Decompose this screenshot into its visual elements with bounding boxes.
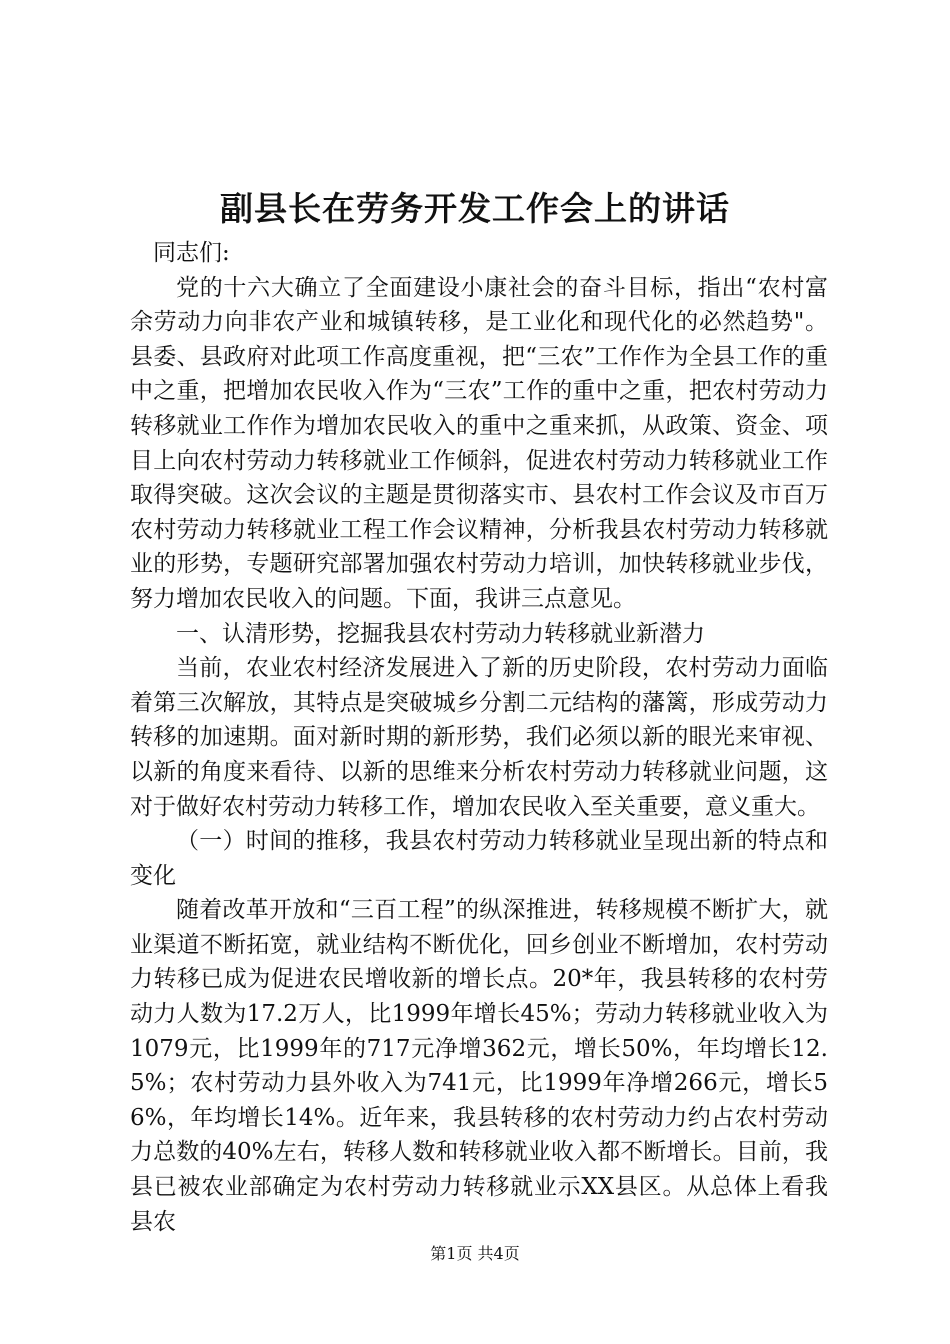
document-title: 副县长在劳务开发工作会上的讲话 (220, 189, 730, 228)
section-heading-1: 一、认清形势，挖掘我县农村劳动力转移就业新潜力 (176, 620, 705, 647)
paragraph-situation: 当前，农业农村经济发展进入了新的历史阶段，农村劳动力面临着第三次解放，其特点是突破城乡分割二元结构的藩篱，形成劳动力转移的加速期。面对新时期的新形势，我们必须以新的眼光来审视、以新的角度来看待、以新的思维来分析农村劳动力转移就业问题，这对于做好农村劳动力转移工作，增加农民收入至关重要，意义重大。 (130, 655, 828, 820)
subsection-heading-1: （一）时间的推移，我县农村劳动力转移就业呈现出新的特点和变化 (130, 828, 828, 889)
document-body (130, 236, 828, 1239)
paragraph-statistics: 随着改革开放和“三百工程”的纵深推进，转移规模不断扩大，就业渠道不断拓宽，就业结构不断优化，回乡创业不断增加，农村劳动力转移已成为促进农民增收新的增长点。20*年，我县转移的农村劳动力人数为17.2万人，比1999年增长45%；劳动力转移就业收入为1079元，比1999年的717元净增362元，增长50%，年均增长12.5%；农村劳动力县外收入为741元，比1999年净增266元，增长56%，年均增长14%。近年来，我县转移的农村劳动力约占农村劳动力总数的40%左右，转移人数和转移就业收入都不断增长。目前，我县已被农业部确定为农村劳动力转移就业示XX县区。从总体上看我县农 (130, 897, 828, 1235)
salutation: 同志们: (153, 240, 230, 266)
page-footer: 第1页 共4页 (430, 1244, 520, 1263)
paragraph-intro: 党的十六大确立了全面建设小康社会的奋斗目标，指出“农村富余劳动力向非农产业和城镇转移，是工业化和现代化的必然趋势"。县委、县政府对此项工作高度重视，把“三农”工作作为全县工作的重中之重，把增加农民收入作为“三农”工作的重中之重，把农村劳动力转移就业工作作为增加农民收入的重中之重来抓，从政策、资金、项目上向农村劳动力转移就业工作倾斜，促进农村劳动力转移就业工作取得突破。这次会议的主题是贯彻落实市、县农村工作会议及市百万农村劳动力转移就业工程工作会议精神，分析我县农村劳动力转移就业的形势，专题研究部署加强农村劳动力培训，加快转移就业步伐，努力增加农民收入的问题。下面，我讲三点意见。 (130, 274, 828, 612)
